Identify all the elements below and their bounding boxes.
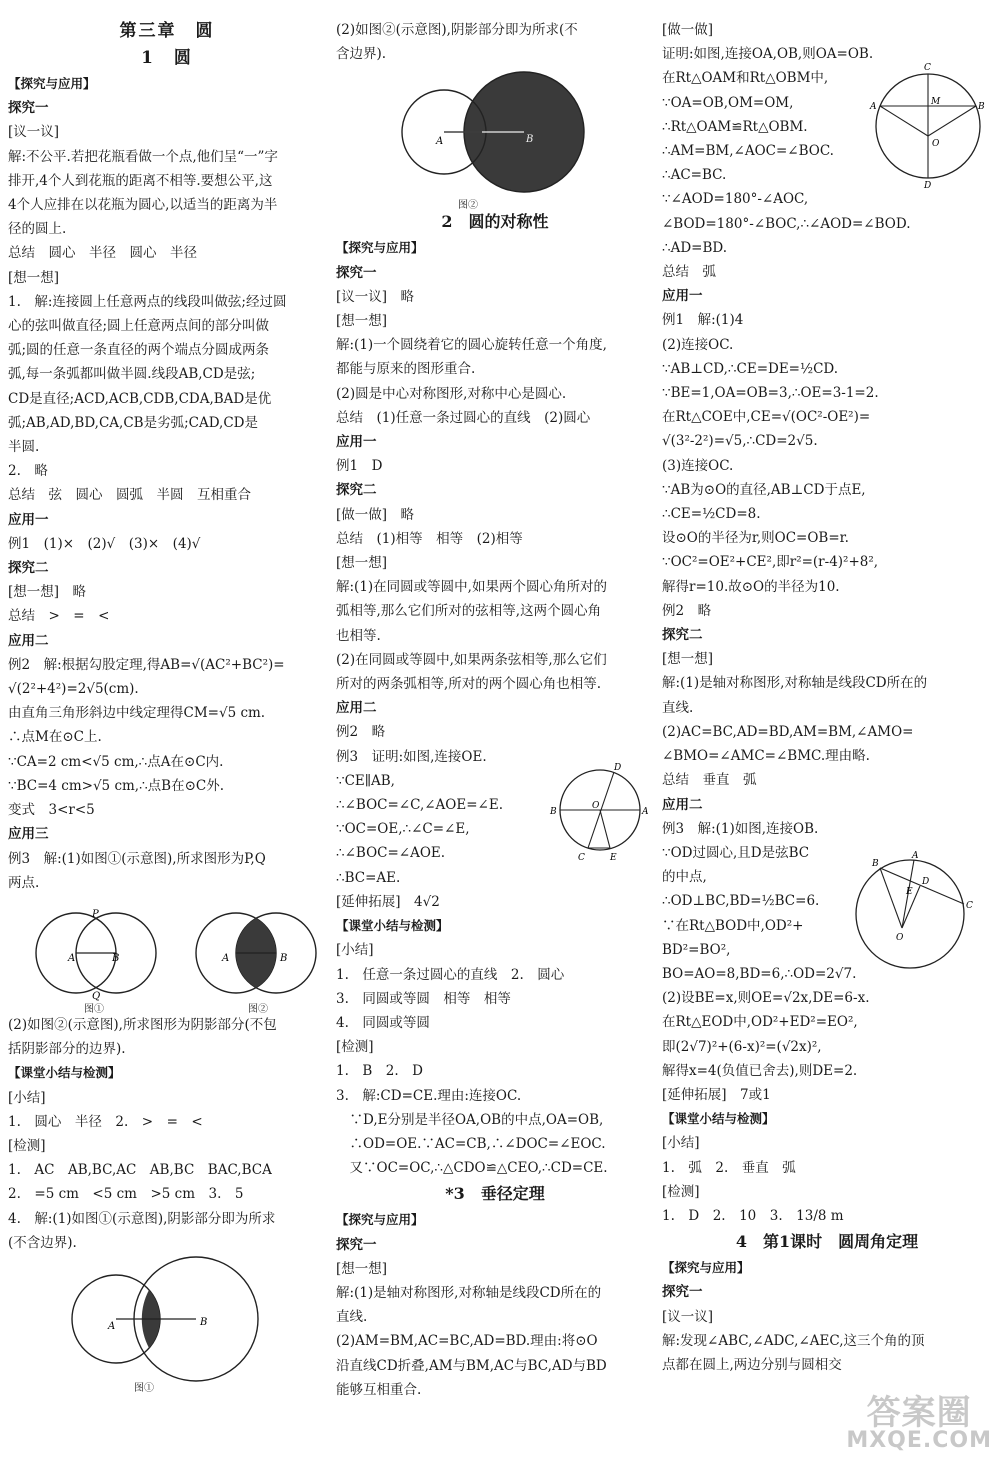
col3-line: 例3 解:(1)如图,连接OB. [662,820,819,837]
col3-line: 在Rt△EOD中,OD²+ED²=EO², [662,1014,858,1031]
col3-line: 点都在圆上,两边分别与圆相交 [662,1356,842,1373]
col2-top-line: 含边界). [336,46,387,63]
col3-line: 1. 弧 2. 垂直 弧 [662,1159,796,1176]
col1-top-line: 弧;圆的任意一条直径的两个端点分圆成两条 [8,342,270,359]
col3-line: (2)AC=BC,AD=BD,AM=BM,∠AMO= [662,723,914,740]
col3-lines [662,18,992,1377]
col1-mid-line: [小结] [8,1089,46,1106]
col1-mid-line: 括阴影部分的边界). [8,1041,126,1058]
col2-mid-line: ∴OD=OE.∵AC=CB,∴∠DOC=∠EOC. [336,1135,606,1152]
col1-top-line: 总结 圆心 半径 圆心 半径 [8,245,197,262]
col3-line: ∴AM=BM,∠AOC=∠BOC. [662,143,834,160]
svg-text:D: D [922,877,930,887]
col3-line: (2)连接OC. [662,336,734,353]
figure-shaded-overlap [8,1255,326,1394]
col1-top-line: 【探究与应用】 [8,76,96,91]
col2-mid-line: 弧相等,那么它们所对的弦相等,这两个圆心角 [336,603,602,620]
svg-text:C: C [966,901,973,911]
col2-mid-line: 1. 任意一条过圆心的直线 2. 圆心 [336,966,565,983]
col3-line: 例2 略 [662,602,712,619]
col2-mid-line: ∵D,E分别是半径OA,OB的中点,OA=OB, [336,1111,604,1128]
svg-text:D: D [924,181,932,191]
col2-mid-line: 例2 略 [336,724,386,741]
svg-text:B: B [978,102,985,112]
svg-text:B: B [872,859,879,869]
col2-mid-line: 应用一 [336,434,377,451]
col1-top-line: 弧;AB,AD,BD,CA,CB是劣弧;CAD,CD是 [8,414,258,431]
col2-mid-line: (2)AM=BM,AC=BC,AD=BD.理由:将⊙O [336,1333,598,1350]
figure-3-caption: 图① [134,1382,154,1394]
col2-mid-line: 应用二 [336,700,377,717]
col3-line: [延伸拓展] 7或1 [662,1086,771,1103]
col1-mid-line: 1. AC AB,BC,AC AB,BC BAC,BCA [8,1162,272,1179]
svg-text:O: O [896,933,904,943]
column-1 [8,18,326,1394]
svg-text:C: C [924,63,931,73]
col2-mid-line: 3. 解:CD=CE.理由:连接OC. [336,1087,522,1104]
col3-line: ∵OD过圆心,且D是弦BC [662,844,810,861]
col1-top-line: 总结 弦 圆心 圆弧 半圆 互相重合 [8,487,251,504]
figure-4-caption: 图② [458,200,478,212]
col1-top-line: 应用三 [8,826,49,843]
col3-line: √(3²-2²)=√5,∴CD=2√5. [662,433,818,450]
col1-top-line: 心的弦叫做直径;圆上任意两点间的部分叫做 [8,318,270,335]
svg-text:A: A [222,952,230,964]
col3-line: ∠BMO=∠AMC=∠BMC.理由略. [662,748,870,765]
figure-1-intersecting-circles [36,909,156,1002]
col3-line: 【探究与应用】 [662,1260,750,1276]
col3-line: 4 第1课时 圆周角定理 [735,1232,919,1252]
svg-text:A: A [912,851,919,861]
col3-line: 在Rt△COE中,CE=√(OC²-OE²)= [662,409,871,426]
col1-top-line: [想一想] 略 [8,584,87,601]
dark-circle-diagram [336,66,646,208]
col2-mid-line: *3 垂径定理 [445,1184,545,1204]
svg-text:A: A [108,1320,116,1332]
svg-text:A: A [68,952,76,964]
col1-top-line: 应用二 [8,632,49,649]
col3-line: 解:发现∠ABC,∠ADC,∠AEC,这三个角的顶 [662,1332,925,1349]
col3-line: 总结 垂直 弧 [662,772,757,789]
svg-text:A: A [642,807,649,817]
col3-line: ∵∠AOD=180°-∠AOC, [662,191,809,208]
overlap-diagram [8,1255,318,1391]
svg-text:C: C [578,853,585,863]
svg-text:B: B [526,134,534,146]
col2-top-lines [336,18,654,66]
svg-text:O: O [592,801,600,811]
col2-mid-line: 沿直线CD折叠,AM与BM,AC与BC,AD与BD [336,1357,607,1374]
two-circle-diagrams [8,895,318,1013]
col1-top-lines [8,18,326,895]
col1-top-line: 半圆. [8,439,40,456]
col3-line: (3)连接OC. [662,457,734,474]
svg-text:B: B [550,807,557,817]
svg-text:M: M [931,97,941,107]
svg-text:Q: Q [92,990,101,1002]
figure-dark-circle [336,66,654,212]
col1-top-line: ∵CA=2 cm<√5 cm,∴点A在⊙C内. [8,753,224,770]
col1-top-line: ∵BC=4 cm>√5 cm,∴点B在⊙C外. [8,777,225,794]
col3-line: 例1 解:(1)4 [662,312,744,329]
col1-top-line: 第三章 圆 [119,21,215,41]
col3-line: 总结 弧 [662,264,716,281]
col1-mid-line: (不含边界). [8,1234,77,1251]
col1-top-line: ∴点M在⊙C上. [8,729,102,746]
svg-text:D: D [614,763,622,773]
col1-top-line: 探究一 [8,100,49,117]
col3-line: ∵在Rt△BOD中,OD²+ [662,917,804,934]
col2-mid-line: [检测] [336,1039,374,1056]
col3-line: 解得r=10.故⊙O的半径为10. [662,578,840,595]
col3-line: 证明:如图,连接OA,OB,则OA=OB. [662,46,874,63]
col2-mid-line: 所对的两条弧相等,所对的两个圆心角也相等. [336,676,602,693]
svg-text:A: A [870,102,877,112]
col1-mid-line: (2)如图②(示意图),所求图形为阴影部分(不包 [8,1016,277,1033]
svg-text:O: O [932,139,940,149]
figure-circles-pq [8,895,326,1013]
col2-mid-line: 探究一 [336,1236,377,1253]
col3-line: BD²=BO², [662,941,731,958]
col2-mid-line: 【探究与应用】 [336,1212,424,1228]
col3-line: 在Rt△OAM和Rt△OBM中, [662,70,829,87]
col1-top-line: 1. 解:连接圆上任意两点的线段叫做弦;经过圆 [8,293,287,310]
col3-line: ∵OC²=OE²+CE²,即r²=(r-4)²+8², [662,554,879,571]
col1-top-line: 变式 3<r<5 [8,802,95,819]
col3-line: BO=AO=8,BD=6,∴OD=2√7. [662,965,857,982]
col3-line: ∴AD=BD. [662,239,728,256]
col2-mid-line: 3. 同圆或等圆 相等 相等 [336,990,511,1007]
col2-mid-line: 【课堂小结与检测】 [336,918,449,934]
col3-line: [检测] [662,1183,700,1200]
col2-mid-line: 总结 (1)相等 相等 (2)相等 [336,530,523,547]
col2-mid-line: 解:(1)一个圆绕着它的圆心旋转任意一个角度, [336,337,607,354]
col1-top-line: 例3 解:(1)如图①(示意图),所求图形为P,Q [8,850,266,867]
col1-top-line: 4个人应排在以花瓶为圆心,以适当的距离为半 [8,197,278,214]
svg-text:B: B [200,1316,208,1328]
figure-circle-chord-ce [548,758,652,866]
col3-line: 设⊙O的半径为r,则OC=OB=r. [662,530,849,547]
col3-line: ∵AB为⊙O的直径,AB⊥CD于点E, [662,481,866,498]
col3-line: ∴CE=½CD=8. [662,506,761,523]
col1-top-line: 排开,4个人到花瓶的距离不相等.要想公平,这 [8,172,273,189]
col2-mid-line: 能够互相重合. [336,1381,422,1398]
svg-text:P: P [92,908,99,920]
col1-top-line: [议一议] [8,124,60,141]
col1-top-line: 2. 略 [8,463,48,480]
col3-line: ∴AC=BC. [662,167,727,184]
svg-text:E: E [610,853,617,863]
col2-mid-line: [延伸拓展] 4√2 [336,893,440,910]
figure-2-caption: 图② [248,1003,268,1015]
col1-top-line: 解:不公平.若把花瓶看做一个点,他们呈“一”字 [8,148,278,165]
col2-mid-line: ∴∠BOC=∠AOE. [336,845,446,862]
column-3 [662,18,992,1377]
col1-top-line: 弧,每一条弧都叫做半圆.线段AB,CD是弦; [8,366,256,383]
col3-line: ∴Rt△OAM≌Rt△OBM. [662,118,808,135]
col2-mid-line: [想一想] [336,313,388,330]
watermark [846,1393,992,1453]
svg-text:B: B [280,952,288,964]
col1-top-line: 径的圆上. [8,221,67,238]
col3-line: ∵BE=1,OA=OB=3,∴OE=3-1=2. [662,385,879,402]
col2-mid-line: (2)圆是中心对称图形,对称中心是圆心. [336,385,567,402]
col2-mid-line: 探究一 [336,264,377,281]
svg-text:A: A [436,136,444,148]
col2-mid-line: ∵OC=OE,∴∠C=∠E, [336,821,470,838]
col2-mid-line: ∴∠BOC=∠C,∠AOE=∠E. [336,797,503,814]
col1-top-line: 应用一 [8,511,49,528]
col3-line: 1. D 2. 10 3. 13/8 m [662,1207,844,1224]
col3-line: [议一议] [662,1308,714,1325]
col1-mid-line: 1. 圆心 半径 2. > = < [8,1113,203,1130]
col2-mid-line: [做一做] 略 [336,506,415,523]
col1-top-line: 总结 > = < [8,608,110,625]
col2-mid-line: (2)在同圆或等圆中,如果两条弦相等,那么它们 [336,651,607,668]
col2-mid-line: 2 圆的对称性 [441,212,549,232]
figure-1-caption: 图① [84,1003,104,1015]
col2-mid-line: [想一想] [336,555,388,572]
col2-mid-line: 直线. [336,1309,368,1326]
col2-top-line: (2)如图②(示意图),阴影部分即为所求(不 [336,22,578,38]
col2-mid-line: [想一想] [336,1260,388,1277]
col1-mid-lines [8,1013,326,1255]
col2-mid-line: 也相等. [336,627,381,644]
col2-mid-line: [小结] [336,942,374,959]
col2-mid-line: 又∵OC=OC,∴△CDO≌△CEO,∴CD=CE. [336,1160,608,1177]
figure-2-shaded-lens [196,913,316,993]
svg-text:B: B [112,952,120,964]
col1-top-line: 例1 (1)× (2)√ (3)× (4)√ [8,535,201,552]
col2-mid-line: 解:(1)是轴对称图形,对称轴是线段CD所在的 [336,1284,602,1301]
col3-line: 解:(1)是轴对称图形,对称轴是线段CD所在的 [662,675,928,692]
col1-mid-line: [检测] [8,1137,46,1154]
col3-line: ∠BOD=180°-∠BOC,∴∠AOD=∠BOD. [662,215,911,232]
col3-line: 探究二 [662,627,703,644]
column-2 [336,18,654,1402]
col3-line: (2)设BE=x,则OE=√2x,DE=6-x. [662,990,870,1007]
col2-mid-line: 【探究与应用】 [336,240,424,256]
col2-mid-line: 1. B 2. D [336,1063,424,1080]
col1-mid-line: 2. =5 cm <5 cm >5 cm 3. 5 [8,1186,244,1203]
col3-line: ∵AB⊥CD,∴CE=DE=½CD. [662,360,839,377]
col3-line: 应用二 [662,796,703,813]
col3-line: ∵OA=OB,OM=OM, [662,94,794,111]
col2-mid-line: [议一议] 略 [336,288,415,305]
watermark-bottom: MXQE.COM [846,1428,992,1453]
col2-mid-line: ∵CE∥AB, [336,772,395,789]
col2-mid-line: ∴BC=AE. [336,869,401,886]
col1-top-line: 1 圆 [141,48,193,68]
watermark-top: 答案圈 [866,1393,972,1433]
col1-mid-line: 4. 解:(1)如图①(示意图),阴影部分即为所求 [8,1210,276,1227]
col1-top-line: [想一想] [8,269,60,286]
col2-mid-line: 总结 (1)任意一条过圆心的直线 (2)圆心 [336,409,591,426]
col2-mid-line: 例1 D [336,458,383,475]
col2-mid-line: 探究二 [336,482,377,499]
col3-line: [想一想] [662,651,714,668]
col3-line: ∴OD⊥BC,BD=½BC=6. [662,893,820,910]
col3-line: 的中点, [662,869,707,886]
figure-perpendicular-diameter [866,54,992,191]
col3-line: 直线. [662,699,694,716]
col2-mid-line: 解:(1)在同圆或等圆中,如果两个圆心角所对的 [336,579,607,596]
col3-line: 即(2√7)²+(6-x)²=(√2x)², [662,1038,822,1055]
figure-chord-bc-midpoint [854,848,990,966]
col3-line: 【课堂小结与检测】 [662,1111,775,1127]
col1-top-line: CD是直径;ACD,ACB,CDB,CDA,BAD是优 [8,390,272,407]
col1-top-line: 两点. [8,874,40,891]
col3-line: [小结] [662,1135,700,1152]
col2-mid-line: 4. 同圆或等圆 [336,1014,430,1031]
col3-line: 解得x=4(负值已舍去),则DE=2. [662,1062,858,1079]
col3-line: 探究一 [662,1284,703,1301]
svg-text:E: E [906,887,913,897]
col1-mid-line: 【课堂小结与检测】 [8,1065,121,1081]
col3-line: 应用一 [662,288,703,305]
col2-mid-line: 例3 证明:如图,连接OE. [336,748,487,765]
col1-top-line: 由直角三角形斜边中线定理得CM=√5 cm. [8,705,266,722]
col3-line: [做一做] [662,22,714,38]
col1-top-line: √(2²+4²)=2√5(cm). [8,681,139,698]
col2-mid-line: 都能与原来的图形重合. [336,361,476,378]
col1-top-line: 探究二 [8,560,49,577]
col1-top-line: 例2 解:根据勾股定理,得AB=√(AC²+BC²)= [8,656,285,673]
